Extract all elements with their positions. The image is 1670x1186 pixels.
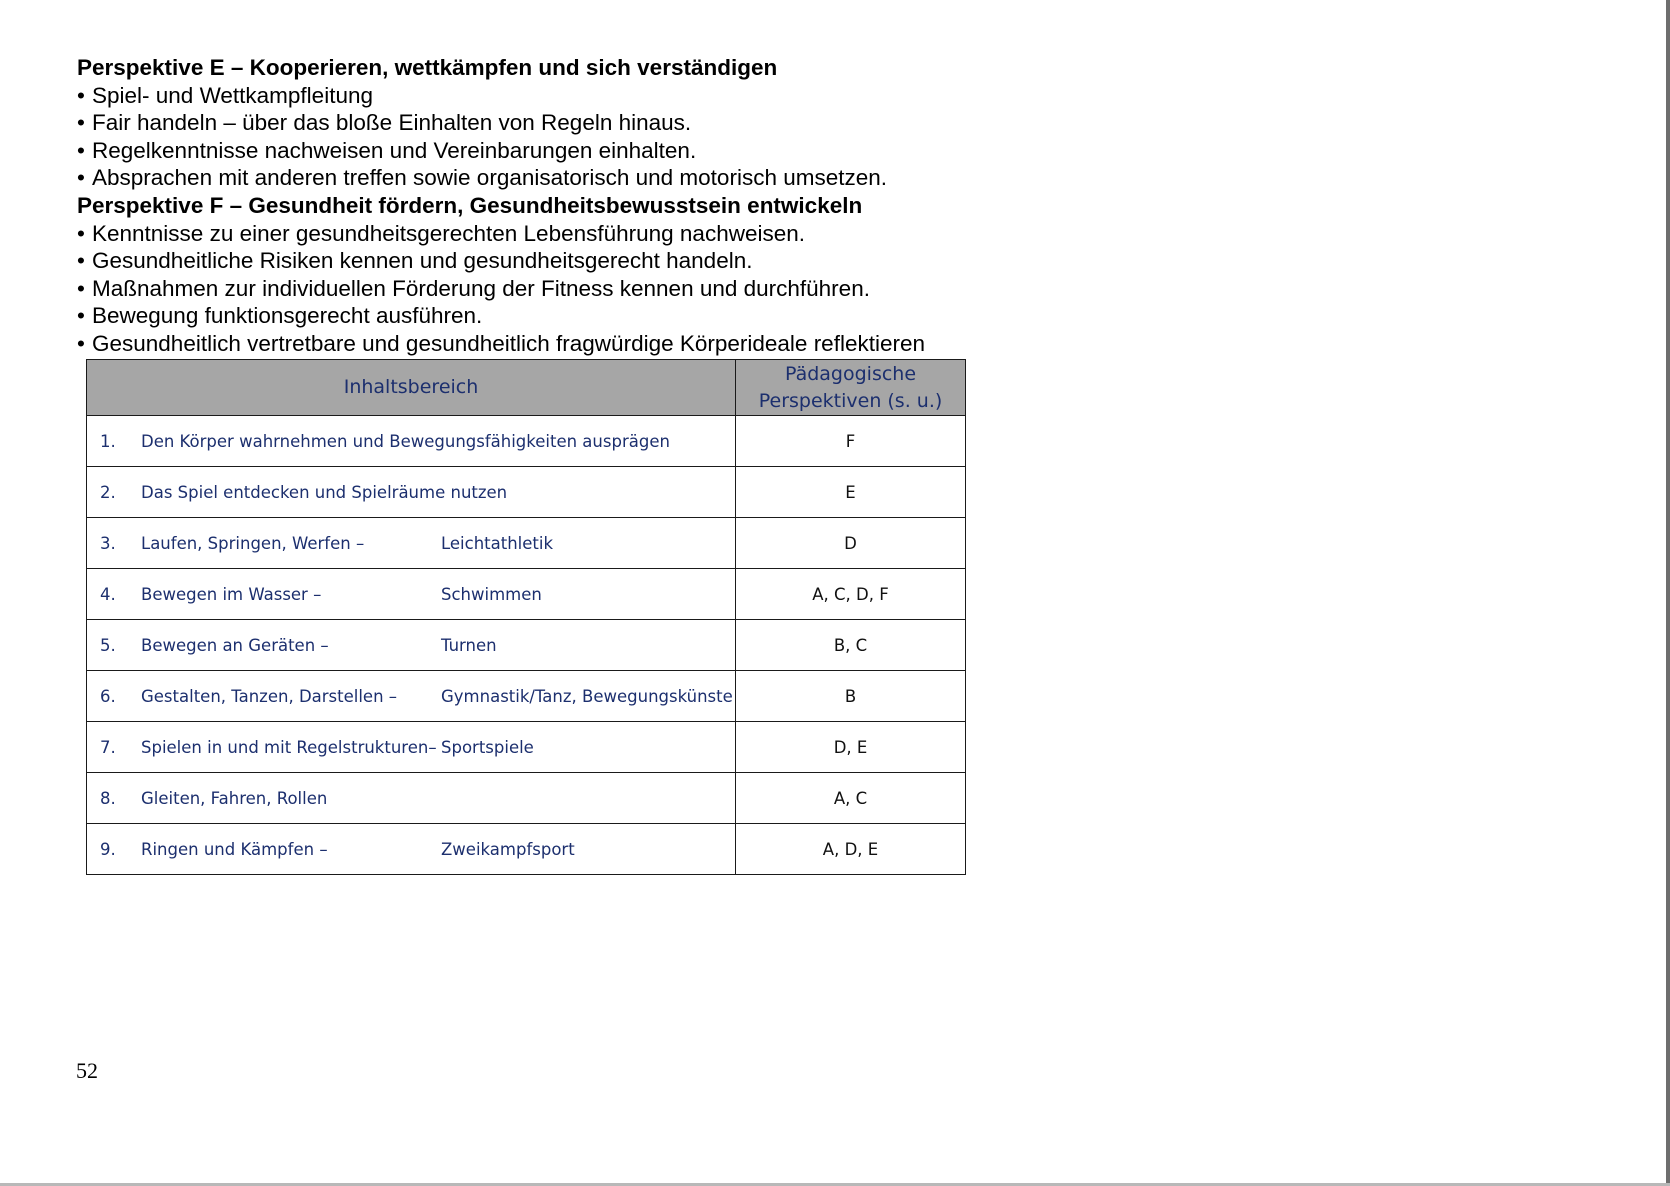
- perspective-e-heading: Perspektive E – Kooperieren, wettkämpfen und sich verständigen: [77, 55, 778, 80]
- row-main-label: Gleiten, Fahren, Rollen: [141, 788, 328, 808]
- bullet-text: Kenntnisse zu einer gesundheitsgerechten Lebensführung nachweisen.: [92, 220, 806, 246]
- bullet-mark: •: [77, 82, 85, 108]
- content-area-cell: [87, 671, 736, 722]
- perspective-cell: F: [736, 416, 966, 467]
- content-areas-table: [86, 359, 966, 875]
- row-sport-label: Sportspiele: [441, 737, 534, 757]
- table-row: [87, 671, 966, 722]
- content-area-cell: [87, 722, 736, 773]
- row-main-label: Das Spiel entdecken und Spielräume nutzen: [141, 482, 508, 502]
- bullet-text: Bewegung funktionsgerecht ausführen.: [92, 303, 483, 329]
- viewer-right-edge: [1666, 0, 1670, 1186]
- bullet-text: Maßnahmen zur individuellen Förderung der Fitness kennen und durchführen.: [92, 275, 870, 301]
- perspective-cell: D: [736, 518, 966, 569]
- bullet-item: [77, 109, 1077, 137]
- table-row: [87, 467, 966, 518]
- table-row: [87, 824, 966, 875]
- row-main-label: Bewegen an Geräten –: [141, 635, 329, 655]
- table-header-row: [87, 360, 966, 416]
- bullet-item: [77, 220, 1077, 248]
- perspective-cell: E: [736, 467, 966, 518]
- row-number: 5.: [100, 635, 116, 655]
- bullet-mark: •: [77, 137, 85, 163]
- bullet-mark: •: [77, 303, 85, 329]
- table-row: [87, 722, 966, 773]
- header-perspectives: [736, 360, 966, 416]
- bullet-mark: •: [77, 165, 85, 191]
- row-main-label: Bewegen im Wasser –: [141, 584, 322, 604]
- row-main-label: Ringen und Kämpfen –: [141, 839, 328, 859]
- bullet-mark: •: [77, 220, 85, 246]
- row-main-label: Den Körper wahrnehmen und Bewegungsfähigkeiten ausprägen: [141, 431, 670, 451]
- bullet-mark: •: [77, 110, 85, 136]
- header-perspectives-line1: Pädagogische: [784, 362, 917, 385]
- bullet-text: Gesundheitlich vertretbare und gesundheitlich fragwürdige Körperideale reflektieren: [92, 330, 925, 356]
- content-area-cell: [87, 620, 736, 671]
- bullet-item: [77, 82, 1077, 110]
- table-row: [87, 569, 966, 620]
- content-area-cell: [87, 416, 736, 467]
- perspective-cell: A, D, E: [736, 824, 966, 875]
- row-number: 4.: [100, 584, 116, 604]
- table-row: [87, 416, 966, 467]
- row-number: 8.: [100, 788, 116, 808]
- bullet-item: [77, 302, 1077, 330]
- row-main-label: Laufen, Springen, Werfen –: [141, 533, 365, 553]
- bullet-item: [77, 164, 1077, 192]
- header-content-area: Inhaltsbereich: [87, 360, 736, 416]
- table-row: [87, 773, 966, 824]
- bullet-item: [77, 247, 1077, 275]
- page-number: 52: [76, 1058, 98, 1083]
- bullet-text: Gesundheitliche Risiken kennen und gesundheitsgerecht handeln.: [92, 248, 753, 274]
- row-main-label: Gestalten, Tanzen, Darstellen –: [141, 686, 398, 706]
- perspective-cell: B, C: [736, 620, 966, 671]
- content-area-cell: [87, 824, 736, 875]
- content-area-cell: [87, 518, 736, 569]
- content-area-cell: [87, 467, 736, 518]
- content-area-cell: [87, 773, 736, 824]
- row-number: 2.: [100, 482, 116, 502]
- row-number: 7.: [100, 737, 116, 757]
- bullet-mark: •: [77, 275, 85, 301]
- perspective-f-heading: Perspektive F – Gesundheit fördern, Gesundheitsbewusstsein entwickeln: [77, 192, 863, 218]
- bullet-text: Absprachen mit anderen treffen sowie organisatorisch und motorisch umsetzen.: [92, 165, 888, 191]
- table-row: [87, 518, 966, 569]
- bullet-text: Fair handeln – über das bloße Einhalten von Regeln hinaus.: [92, 110, 692, 136]
- table-row: [87, 620, 966, 671]
- row-number: 6.: [100, 686, 116, 706]
- bullet-mark: •: [77, 330, 85, 356]
- row-number: 1.: [100, 431, 116, 451]
- perspective-cell: A, C: [736, 773, 966, 824]
- header-perspectives-line2: Perspektiven (s. u.): [758, 389, 943, 412]
- bullet-text: Regelkenntnisse nachweisen und Vereinbarungen einhalten.: [92, 137, 697, 163]
- row-sport-label: Schwimmen: [441, 584, 542, 604]
- row-sport-label: Leichtathletik: [441, 533, 554, 553]
- perspective-cell: B: [736, 671, 966, 722]
- row-sport-label: Zweikampfsport: [441, 839, 575, 859]
- row-sport-label: Gymnastik/Tanz, Bewegungskünste: [441, 686, 733, 706]
- content-area-cell: [87, 569, 736, 620]
- bullet-item: [77, 330, 1077, 358]
- bullet-item: [77, 137, 1077, 165]
- bullet-text: Spiel- und Wettkampfleitung: [92, 82, 373, 108]
- perspective-cell: A, C, D, F: [736, 569, 966, 620]
- row-number: 3.: [100, 533, 116, 553]
- row-main-label: Spielen in und mit Regelstrukturen–: [141, 737, 437, 757]
- perspective-cell: D, E: [736, 722, 966, 773]
- row-number: 9.: [100, 839, 116, 859]
- document-body: [77, 54, 1077, 358]
- bullet-mark: •: [77, 248, 85, 274]
- bullet-item: [77, 275, 1077, 303]
- row-sport-label: Turnen: [441, 635, 497, 655]
